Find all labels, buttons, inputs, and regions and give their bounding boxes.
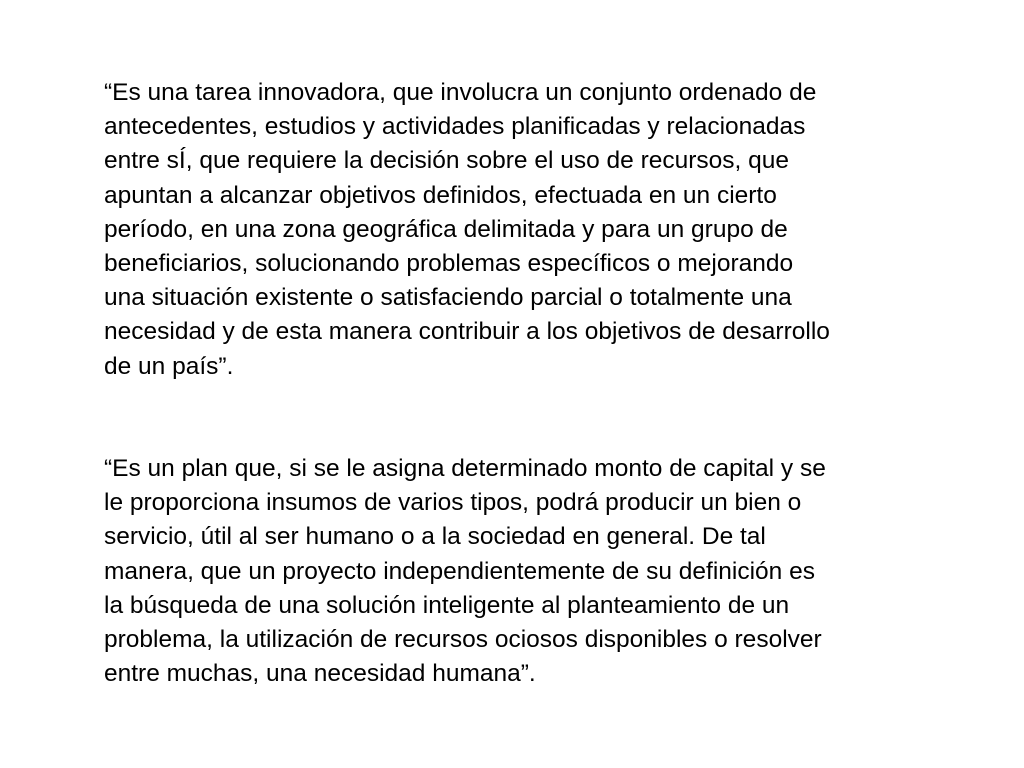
paragraph-line: necesidad y de esta manera contribuir a los objetivos de desarrollo	[104, 318, 830, 346]
paragraph-line: una situación existente o satisfaciendo parcial o totalmente una	[104, 284, 792, 312]
paragraph-line: “Es un plan que, si se le asigna determinado monto de capital y se	[104, 455, 826, 482]
paragraph-line: problema, la utilización de recursos ociosos disponibles o resolver	[104, 626, 822, 654]
paragraph-line: entre sÍ, que requiere la decisión sobre el uso de recursos, que	[104, 147, 790, 175]
paragraph-line: beneficiarios, solucionando problemas específicos o mejorando	[104, 250, 794, 278]
paragraph-line: le proporciona insumos de varios tipos, podrá producir un bien o	[104, 489, 802, 517]
quote-paragraph-2	[104, 452, 954, 691]
paragraph-line: antecedentes, estudios y actividades planificadas y relacionadas	[104, 113, 806, 141]
quote-paragraph-1	[104, 76, 954, 384]
paragraph-line: período, en una zona geográfica delimitada y para un grupo de	[104, 215, 788, 243]
paragraph-line: apuntan a alcanzar objetivos definidos, efectuada en un cierto	[104, 181, 777, 209]
paragraph-line: entre muchas, una necesidad humana”.	[104, 660, 536, 688]
paragraph-line: “Es una tarea innovadora, que involucra un conjunto ordenado de	[104, 79, 817, 106]
paragraph-line: la búsqueda de una solución inteligente al planteamiento de un	[104, 591, 790, 619]
paragraph-line: de un país”.	[104, 352, 234, 380]
paragraph-line: servicio, útil al ser humano o a la sociedad en general. De tal	[104, 523, 766, 551]
paragraph-line: manera, que un proyecto independientemente de su definición es	[104, 557, 815, 585]
